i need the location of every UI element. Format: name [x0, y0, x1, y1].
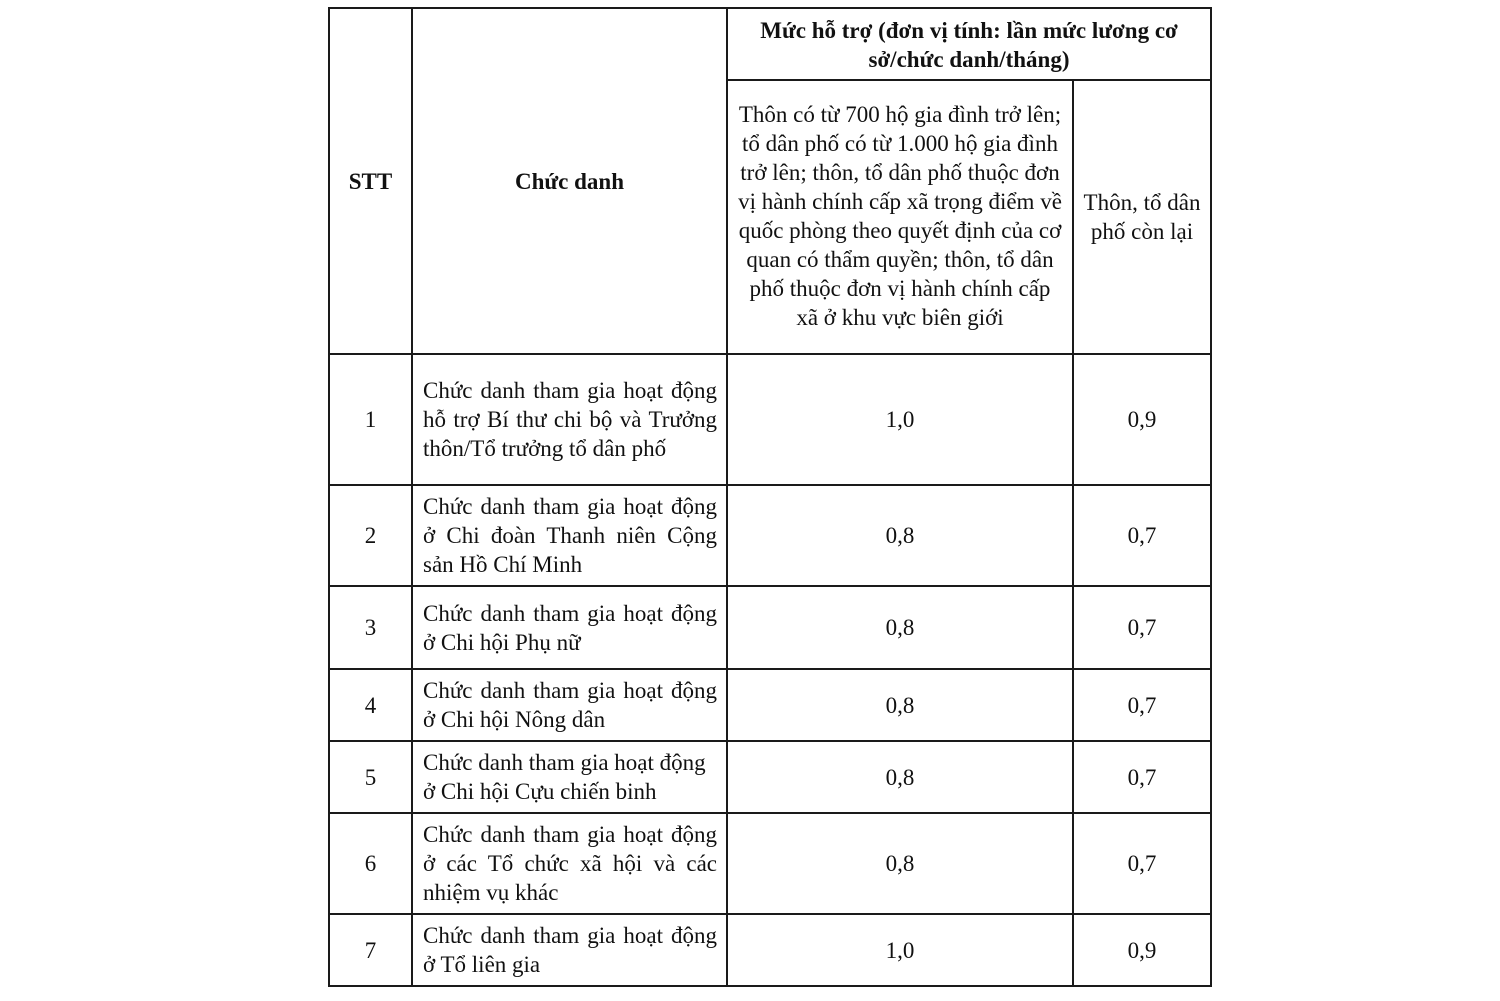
header-support-level: Mức hỗ trợ (đơn vị tính: lần mức lương cơ sở/chức danh/tháng) [727, 8, 1211, 80]
table-row [329, 741, 1211, 813]
row-value-group-b: 0,7 [1073, 586, 1211, 669]
row-value-group-a: 0,8 [727, 485, 1073, 586]
row-value-group-b: 0,7 [1073, 669, 1211, 741]
row-value-group-b: 0,9 [1073, 354, 1211, 485]
header-group-a: Thôn có từ 700 hộ gia đình trở lên; tổ dân phố có từ 1.000 hộ gia đình trở lên; thôn, tổ dân phố thuộc đơn vị hành chính cấp xã trọng điểm về quốc phòng theo quyết định của cơ quan có thẩm quyền; thôn, tổ dân phố thuộc đơn vị hành chính cấp xã ở khu vực biên giới [727, 80, 1073, 354]
row-stt: 3 [329, 586, 412, 669]
row-value-group-b: 0,7 [1073, 813, 1211, 914]
table-row [329, 586, 1211, 669]
header-stt: STT [329, 8, 412, 354]
row-value-group-b: 0,9 [1073, 914, 1211, 986]
row-stt: 4 [329, 669, 412, 741]
row-value-group-a: 1,0 [727, 354, 1073, 485]
header-row-top [329, 8, 1211, 80]
table-row [329, 914, 1211, 986]
row-value-group-b: 0,7 [1073, 485, 1211, 586]
row-value-group-b: 0,7 [1073, 741, 1211, 813]
row-value-group-a: 0,8 [727, 741, 1073, 813]
row-title: Chức danh tham gia hoạt động ở Tổ liên gia [412, 914, 727, 986]
table-row [329, 813, 1211, 914]
table-row [329, 669, 1211, 741]
row-value-group-a: 0,8 [727, 813, 1073, 914]
support-level-table [328, 7, 1212, 987]
row-title: Chức danh tham gia hoạt động ở Chi đoàn Thanh niên Cộng sản Hồ Chí Minh [412, 485, 727, 586]
row-stt: 2 [329, 485, 412, 586]
row-title: Chức danh tham gia hoạt động ở Chi hội Phụ nữ [412, 586, 727, 669]
table-row [329, 485, 1211, 586]
row-title: Chức danh tham gia hoạt động ở Chi hội Nông dân [412, 669, 727, 741]
table-row [329, 354, 1211, 485]
header-position: Chức danh [412, 8, 727, 354]
row-value-group-a: 0,8 [727, 669, 1073, 741]
row-stt: 6 [329, 813, 412, 914]
row-title: Chức danh tham gia hoạt động ở các Tổ chức xã hội và các nhiệm vụ khác [412, 813, 727, 914]
row-title: Chức danh tham gia hoạt động hỗ trợ Bí thư chi bộ và Trưởng thôn/Tổ trưởng tổ dân phố [412, 354, 727, 485]
row-stt: 5 [329, 741, 412, 813]
row-stt: 1 [329, 354, 412, 485]
header-group-b: Thôn, tổ dân phố còn lại [1073, 80, 1211, 354]
row-title: Chức danh tham gia hoạt động ở Chi hội Cựu chiến binh [412, 741, 727, 813]
row-value-group-a: 0,8 [727, 586, 1073, 669]
row-value-group-a: 1,0 [727, 914, 1073, 986]
row-stt: 7 [329, 914, 412, 986]
